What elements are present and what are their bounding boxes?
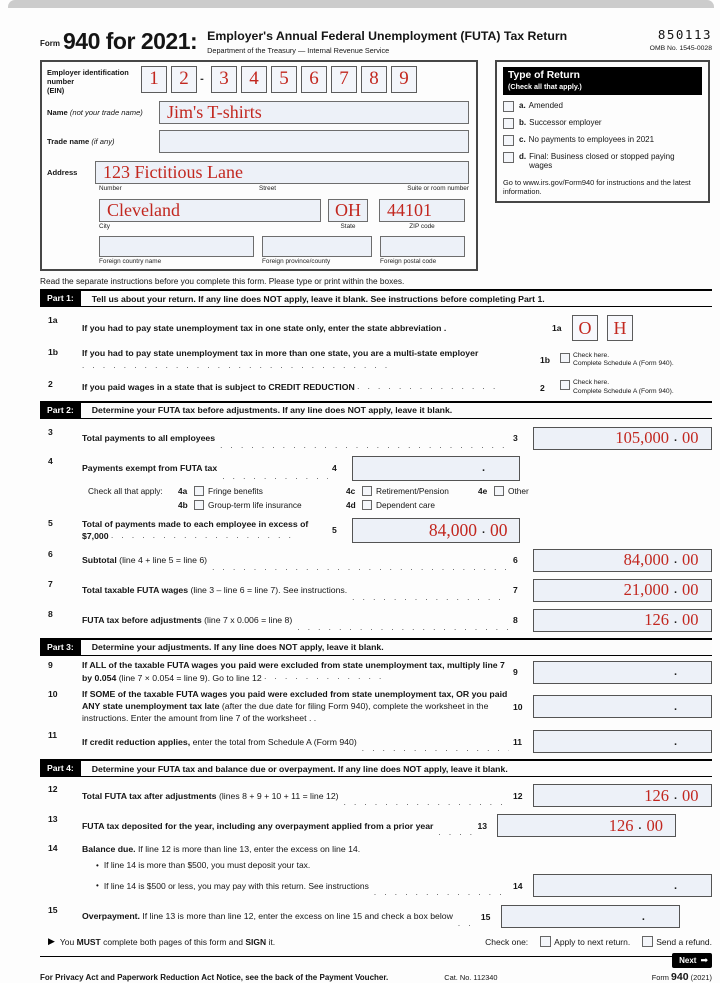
line-4: 4 Payments exempt from FUTA tax . . . 4 .: [40, 456, 712, 481]
form-footer: [40, 971, 712, 983]
next-arrow-icon: ➡: [700, 955, 708, 966]
sub-label-state: State: [340, 223, 356, 231]
line-15-text: Overpayment. If line 13 is more than line 12, enter the excess on line 15 and check a box below: [82, 911, 453, 922]
irs-link-note: Go to www.irs.gov/Form940 for instructions and the latest information.: [503, 178, 691, 197]
ein-box-5[interactable]: 5: [271, 66, 297, 93]
checkbox-no-payments[interactable]: [503, 135, 514, 146]
state-input[interactable]: OH: [328, 199, 368, 222]
trade-name-label: Trade name (if any): [47, 137, 115, 147]
ein-box-9[interactable]: 9: [391, 66, 417, 93]
ein-label: Employer identification number (EIN): [47, 67, 129, 96]
line-2-text: If you paid wages in a state that is subject to CREDIT REDUCTION: [82, 382, 355, 393]
send-refund-label: Send a refund.: [656, 936, 712, 947]
part3-bar: [40, 638, 712, 656]
pointer-icon: ▶: [48, 936, 55, 947]
bullet-icon: •: [96, 881, 99, 891]
line-8: 8 FUTA tax before adjustments (line 7 x 0.006 = line 8) . . . 8 126 . 00: [40, 609, 712, 632]
line-5: 5 Total of payments made to each employee in excess of $7,000 . . . 5 84,000 . 00: [40, 518, 712, 543]
catalog-number: Cat. No. 112340: [444, 973, 498, 983]
checkbox-4e-other[interactable]: [494, 486, 504, 496]
part2-bar: [40, 401, 712, 419]
line-7-text: Total taxable FUTA wages (line 3 – line 6 = line 7). See instructions.: [82, 584, 348, 595]
line-5-amount-box[interactable]: 84,000 . 00: [352, 518, 520, 543]
ein-box-8[interactable]: 8: [361, 66, 387, 93]
part3-label: Part 3:: [40, 640, 81, 655]
trade-name-input[interactable]: [159, 130, 469, 153]
window-top-edge: [8, 0, 714, 8]
line-9: 9 If ALL of the taxable FUTA wages you paid were excluded from state unemployment tax, multiply line 7 by 0.054 (line 7 × 0.054 = line 9). Go to line 12 . . . 9 .: [40, 660, 712, 684]
next-button[interactable]: Next ➡: [672, 953, 712, 968]
ein-dash: -: [200, 73, 204, 86]
form-reference: Form 940 (2021): [651, 971, 712, 983]
checkbox-amended[interactable]: [503, 101, 514, 112]
line-12-text: Total FUTA tax after adjustments (lines 8 + 9 + 10 + 11 = line 12): [82, 790, 339, 801]
label-4c: Retirement/Pension: [376, 485, 449, 496]
sub-label-street: Street: [259, 185, 277, 193]
line-15-amount-box[interactable]: .: [501, 905, 680, 928]
option-successor-label: Successor employer: [529, 117, 602, 127]
sub-label-foreign-country: Foreign country name: [99, 258, 162, 266]
line-13: 13 FUTA tax deposited for the year, including any overpayment applied from a prior year . . . 13 126 . 00: [40, 814, 712, 837]
line-10-text: If SOME of the taxable FUTA wages you paid were excluded from state unemployment tax, OR you paid ANY state unemployment tax late (after the due date for filing Form 940), complete the worksheet in the instructions. Enter the amount from line 7 of the worksheet . .: [82, 689, 508, 723]
foreign-country-input[interactable]: [99, 236, 254, 257]
doc-code: 850113: [657, 27, 712, 42]
bullet-icon: •: [96, 860, 99, 870]
check-all-label: Check all that apply:: [88, 485, 163, 496]
checkbox-successor-employer[interactable]: [503, 118, 514, 129]
line-6-text: Subtotal (line 4 + line 5 = line 6): [82, 554, 208, 565]
part1-title: Tell us about your return. If any line does NOT apply, leave it blank. See instructions before completing Part 1.: [91, 293, 545, 304]
line-13-amount-box[interactable]: 126 . 00: [497, 814, 676, 837]
label-4a: Fringe benefits: [208, 485, 263, 496]
label-4e: Other: [508, 485, 529, 496]
type-of-return-box: Type of Return (Check all that apply.) a. Amended b. Successor employer c. No payments to employees in 2021 d. Final: Business closed or stopped paying wages Go to www.irs.gov/Form940 for instructions and the latest information.: [495, 60, 710, 203]
foreign-postal-input[interactable]: [380, 236, 465, 257]
line-11-amount-box[interactable]: .: [533, 730, 712, 753]
check-here-2-label: Check here. Complete Schedule A (Form 940).: [573, 379, 674, 395]
part3-title: Determine your adjustments. If any line does NOT apply, leave it blank.: [91, 642, 384, 653]
line-13-text: FUTA tax deposited for the year, including any overpayment applied from a prior year: [82, 820, 434, 831]
sub-label-number: Number: [99, 185, 122, 193]
address-input[interactable]: 123 Fictitious Lane: [95, 161, 469, 184]
checkbox-final[interactable]: [503, 152, 514, 163]
ein-box-1[interactable]: 1: [141, 66, 167, 93]
part1-bar: [40, 289, 712, 307]
checkbox-2-credit-reduction[interactable]: [560, 380, 570, 390]
line-12-amount-box[interactable]: 126 . 00: [533, 784, 712, 807]
line-11: 11 If credit reduction applies, enter the total from Schedule A (Form 940) . . . 11 .: [40, 730, 712, 753]
line-7: 7 Total taxable FUTA wages (line 3 – line 6 = line 7). See instructions. . . . 7 21,000 . 00: [40, 579, 712, 602]
option-amended-label: Amended: [528, 100, 563, 110]
city-input[interactable]: Cleveland: [99, 199, 321, 222]
form-department: Department of the Treasury — Internal Revenue Service: [207, 45, 390, 55]
page-end-rule: [40, 956, 712, 971]
checkbox-4c-retirement[interactable]: [362, 486, 372, 496]
line-14-amount-box[interactable]: .: [533, 874, 712, 897]
part1-label: Part 1:: [40, 291, 81, 306]
sub-label-foreign-province: Foreign province/county: [262, 258, 331, 266]
type-of-return-header: Type of Return (Check all that apply.): [503, 67, 702, 95]
form-word: Form: [40, 39, 60, 48]
employer-info-box: [40, 60, 478, 272]
name-label: Name (not your trade name): [47, 107, 143, 117]
line-9-amount-box[interactable]: .: [533, 661, 712, 684]
ein-box-6[interactable]: 6: [301, 66, 327, 93]
ein-box-7[interactable]: 7: [331, 66, 357, 93]
option-no-payments-label: No payments to employees in 2021: [528, 134, 655, 144]
line-3-amount-box[interactable]: 105,000 . 00: [533, 427, 712, 450]
form-title: Employer's Annual Federal Unemployment (FUTA) Tax Return: [207, 29, 568, 43]
address-label: Address: [47, 168, 78, 178]
line-3-text: Total payments to all employees: [82, 432, 216, 443]
checkbox-4d-dependent[interactable]: [362, 500, 372, 510]
checkbox-4b-group-term[interactable]: [194, 500, 204, 510]
sub-label-suite: Suite or room number: [407, 185, 469, 193]
sub-label-city: City: [99, 223, 111, 231]
state-abbrev-box-1[interactable]: O: [572, 315, 598, 341]
foreign-province-input[interactable]: [262, 236, 372, 257]
line-8-text: FUTA tax before adjustments (line 7 x 0.006 = line 8): [82, 614, 293, 625]
checkbox-4a-fringe[interactable]: [194, 486, 204, 496]
part2-title: Determine your FUTA tax before adjustments. If any line does NOT apply, leave it blank.: [91, 405, 453, 416]
part4-bar: [40, 759, 712, 777]
form-number: 940 for 2021:: [63, 28, 198, 54]
line-1a: 1a If you had to pay state unemployment tax in one state only, enter the state abbreviation . 1a O H: [40, 315, 712, 341]
zip-input[interactable]: 44101: [379, 199, 465, 222]
line-1b-text: If you had to pay state unemployment tax in more than one state, you are a multi-state employer: [82, 348, 479, 359]
line-2: 2 If you paid wages in a state that is subject to CREDIT REDUCTION . . . 2 Check here. Complete Schedule A (Form 940).: [40, 379, 712, 395]
state-abbrev-box-2[interactable]: H: [607, 315, 633, 341]
line-12: 12 Total FUTA tax after adjustments (lines 8 + 9 + 10 + 11 = line 12) . . . 12 126 . 00: [40, 784, 712, 807]
line-10-amount-box[interactable]: .: [533, 695, 712, 718]
line-8-amount-box[interactable]: 126 . 00: [533, 609, 712, 632]
line-14: 14 Balance due. If line 12 is more than line 13, enter the excess on line 14. • If line 14 is more than $500, you must deposit your tax. • If line 14 is $500 or less, you may pay with this return. See instructions . . . 14 .: [40, 843, 712, 897]
checkbox-apply-next-return[interactable]: [540, 936, 551, 947]
label-4b: Group-term life insurance: [208, 499, 302, 510]
form-940-page: [40, 27, 712, 983]
label-4d: Dependent care: [376, 499, 436, 510]
ein-box-2[interactable]: 2: [171, 66, 197, 93]
line-15: 15 Overpayment. If line 13 is more than line 12, enter the excess on line 15 and check a box below . . . 15 .: [40, 905, 712, 928]
line-1b: 1b If you had to pay state unemployment tax in more than one state, you are a multi-state employer . . . 1b Check here. Complete Schedule A (Form 940).: [40, 347, 712, 372]
form-header: [40, 27, 712, 55]
name-input[interactable]: Jim's T-shirts: [159, 101, 469, 124]
line-7-amount-box[interactable]: 21,000 . 00: [533, 579, 712, 602]
checkbox-send-refund[interactable]: [642, 936, 653, 947]
sign-instruction-text: You MUST complete both pages of this form and SIGN it.: [59, 936, 276, 947]
sub-label-foreign-postal: Foreign postal code: [380, 258, 437, 266]
line-5-text: Total of payments made to each employee in excess of $7,000 . . .: [82, 518, 328, 543]
check-one-label: Check one:: [485, 936, 529, 947]
part2-label: Part 2:: [40, 403, 81, 418]
part4-label: Part 4:: [40, 761, 81, 776]
line-9-text: If ALL of the taxable FUTA wages you paid were excluded from state unemployment tax, multiply line 7 by 0.054 (line 7 × 0.054 = line 9). Go to line 12 . . .: [82, 660, 509, 684]
line-14-bullet-1: If line 14 is more than $500, you must deposit your tax.: [103, 860, 311, 871]
ein-box-3[interactable]: 3: [211, 66, 237, 93]
privacy-notice: For Privacy Act and Paperwork Reduction Act Notice, see the back of the Payment Voucher.: [40, 973, 389, 983]
exempt-payments-check-row: Check all that apply: 4a Fringe benefits 4b Group-term life insurance 4c Retirement/Pension 4d Dependent care 4e Other: [40, 486, 712, 514]
line-10: 10 If SOME of the taxable FUTA wages you paid were excluded from state unemployment tax, OR you paid ANY state unemployment tax late (after the due date for filing Form 940), complete the worksheet in the instructions. Enter the amount from line 7 of the worksheet . . 10 .: [40, 689, 712, 724]
line-4-amount-box[interactable]: .: [352, 456, 520, 481]
checkbox-1b-multi-state[interactable]: [560, 353, 570, 363]
line-1a-text: If you had to pay state unemployment tax in one state only, enter the state abbreviation .: [82, 322, 447, 333]
part4-title: Determine your FUTA tax and balance due or overpayment. If any line does NOT apply, leave it blank.: [91, 763, 508, 774]
apply-next-return-label: Apply to next return.: [554, 936, 631, 947]
line-3: 3 Total payments to all employees . . . 3 105,000 . 00: [40, 427, 712, 450]
check-here-1b-label: Check here. Complete Schedule A (Form 940).: [573, 351, 674, 367]
line-11-text: If credit reduction applies, enter the total from Schedule A (Form 940): [82, 736, 357, 747]
line-6: 6 Subtotal (line 4 + line 5 = line 6) . . . 6 84,000 . 00: [40, 549, 712, 572]
option-final-label: Final: Business closed or stopped paying wages: [529, 151, 675, 171]
sub-label-zip: ZIP code: [409, 223, 435, 231]
line-14-bullet-2: If line 14 is $500 or less, you may pay with this return. See instructions: [103, 880, 369, 891]
line-6-amount-box[interactable]: 84,000 . 00: [533, 549, 712, 572]
line-4-text: Payments exempt from FUTA tax: [82, 462, 218, 473]
sign-instruction-row: [40, 936, 712, 947]
omb-number: OMB No. 1545-0028: [649, 45, 712, 52]
ein-box-4[interactable]: 4: [241, 66, 267, 93]
read-instructions-note: Read the separate instructions before you complete this form. Please type or print within the boxes.: [40, 276, 405, 287]
line-14-text: Balance due. If line 12 is more than line 13, enter the excess on line 14.: [82, 844, 361, 855]
